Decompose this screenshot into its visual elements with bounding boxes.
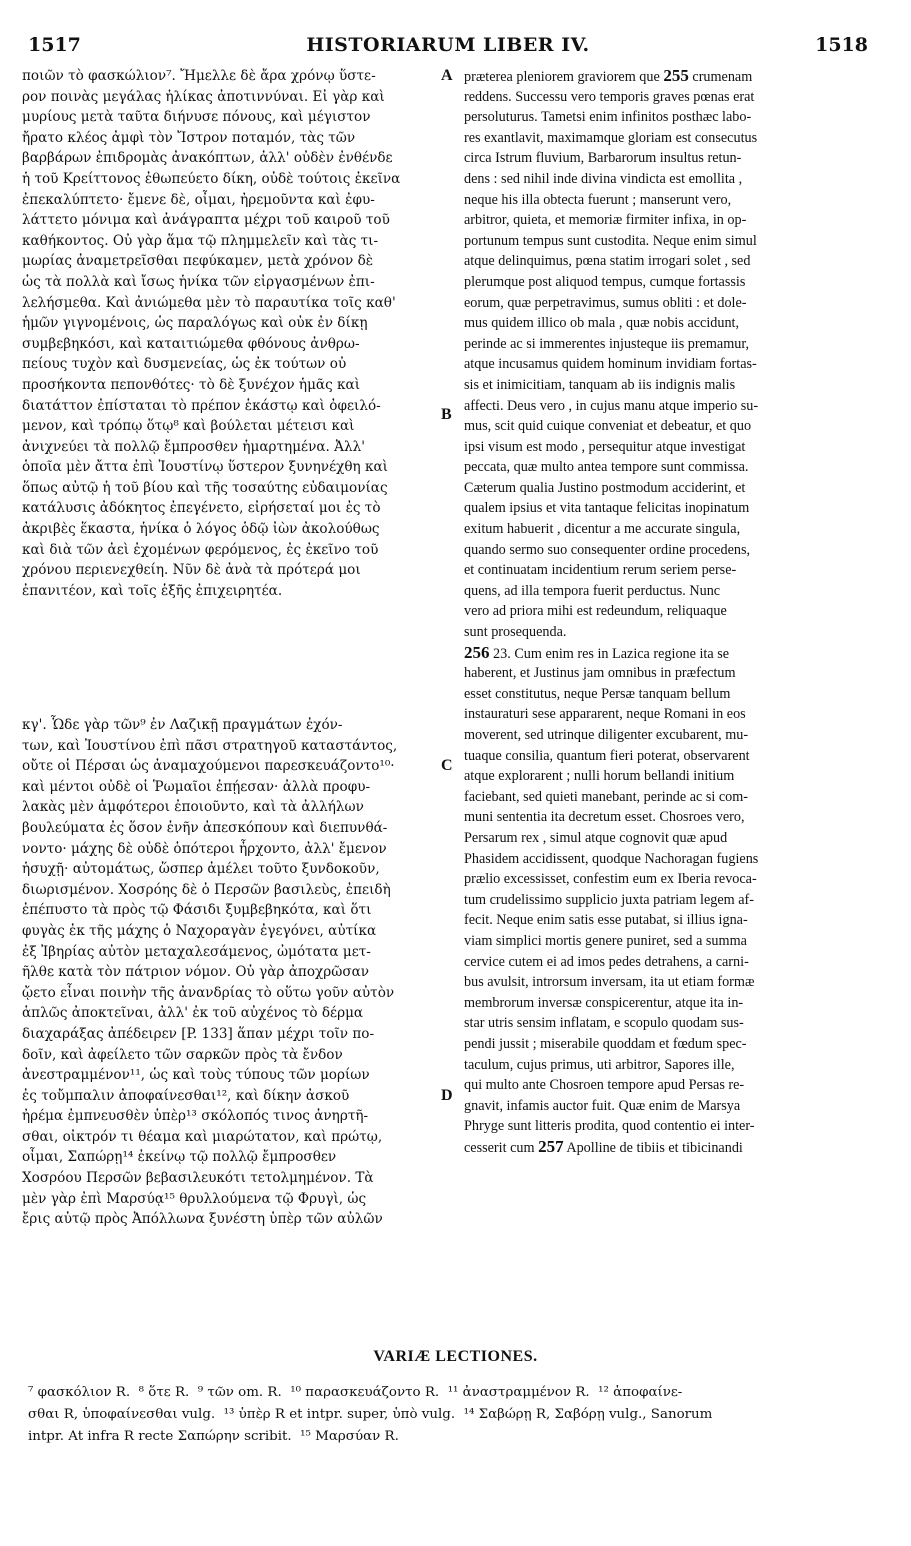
line-text: Persarum rex , simul atque cognovit quæ apud <box>464 829 728 846</box>
text-line <box>464 643 879 664</box>
text-line: intpr. At infra R recte Σαπώρην scribit. ¹⁵ Μαρσύαν R. <box>28 1429 399 1444</box>
line-text: affecti. Deus vero , in cujus manu atque imperio su- <box>464 397 759 414</box>
text-line <box>464 972 879 993</box>
line-text: qualem ipsius et vita tantaque felicitas inopinatum <box>464 500 750 517</box>
text-line: ὁποῖα μὲν ἄττα ἐπὶ Ἰουστίνῳ ὕστερον ξυνηνέχθη καὶ <box>22 459 389 476</box>
line-text: moverent, sed utrinque diligenter excubarent, mu- <box>464 727 749 743</box>
text-line <box>464 375 879 396</box>
margin-letter-c: C <box>441 757 453 774</box>
text-line <box>464 498 879 519</box>
line-text: sis et inimicitiam, tanquam ab iis indignis malis <box>464 376 736 393</box>
text-line: ἐς τοὔμπαλιν ἀποφαίνεσθαι¹², καὶ δίκην ἀσκοῦ <box>22 1087 350 1104</box>
line-text: neque his illa obtecta fuerunt ; manserunt vero, <box>464 191 732 208</box>
text-line <box>464 581 879 602</box>
text-line <box>464 1137 879 1158</box>
text-line: καὶ μέντοι οὐδὲ οἱ Ῥωμαῖοι ἐπῄεσαν· ἀλλὰ προφυ- <box>22 778 371 795</box>
text-line <box>464 663 879 684</box>
text-line: λάττετο μόνιμα καὶ ἀνάγραπτα μέχρι τοῦ καιροῦ τοῦ <box>22 212 390 229</box>
line-text: quens, ad illa tempora fuerit perductus. Nunc <box>464 582 721 599</box>
text-line: καὶ διὰ τῶν ἀεὶ ἐχομένων φερόμενος, ἐς ἐκεῖνο τοῦ <box>22 541 379 558</box>
greek-text-block-1 <box>22 66 454 601</box>
line-text: tum crudelissimo supplicio juxta patriam legem af- <box>464 891 754 908</box>
line-text: Cæterum qualia Justino postmodum acciderint, et <box>464 479 746 496</box>
line-text: arbitror, quieta, et memoriæ firmiter infixa, in op- <box>464 212 747 229</box>
edition-page-marker: 255 <box>663 66 689 85</box>
text-line <box>464 725 879 746</box>
text-line <box>464 169 879 190</box>
variae-lectiones-title: VARIÆ LECTIONES. <box>373 1348 538 1365</box>
text-line <box>464 293 879 314</box>
text-line <box>464 1055 879 1076</box>
line-text: reddens. Successu vero temporis graves pœnas erat <box>464 88 755 105</box>
text-line: σθαι R, ὑποφαίνεσθαι vulg. ¹³ ὑπὲρ R et intpr. super, ὑπὸ vulg. ¹⁴ Σαβώρῃ R, Σαβόρῃ vulg., Sanorum <box>28 1407 713 1422</box>
line-text: muni sententia ita decretum esset. Chosroes vero, <box>464 809 745 826</box>
line-text: atque delinquimus, pœna statim irrogari solet , sed <box>464 253 751 270</box>
text-line: οἶμαι, Σαπώρῃ¹⁴ ἐκείνῳ τῷ πολλῷ ἔμπροσθεν <box>22 1149 337 1166</box>
text-line: φυγὰς ἐκ τῆς μάχης ὁ Ναχοραγὰν ἐγεγόνει, αὐτίκα <box>22 922 377 939</box>
line-text: plerumque post aliquod tempus, cumque fortassis <box>464 273 746 290</box>
text-line <box>464 787 879 808</box>
text-line <box>464 601 879 622</box>
text-line: ᾤετο εἶναι ποινὴν τῆς ἀνανδρίας τὸ οὕτω γοῦν αὐτὸν <box>22 984 395 1001</box>
text-line: κγ'. Ὧδε γὰρ τῶν⁹ ἐν Λαζικῇ πραγμάτων ἐχόν- <box>22 717 343 733</box>
margin-letter-b: B <box>441 406 452 423</box>
text-line <box>464 993 879 1014</box>
line-text: res exantlavit, maximamque gloriam est consecutus <box>464 129 758 146</box>
text-line: ἐξ Ἰβηρίας αὐτὸν μεταχαλεσάμενος, ὠμότατα μετ- <box>22 943 371 960</box>
text-line: προσήκοντα πεπονθότες· τὸ δὲ ξυνέχον ἡμᾶς καὶ <box>22 376 361 393</box>
text-line: διατάττον ἐπίσταται τὸ πρέπον ἑκάστῳ καὶ ὀφειλό- <box>22 397 381 414</box>
line-text: atque incusamus quidem hominum invidiam fortas- <box>464 356 757 373</box>
text-line: ἡ τοῦ Κρείττονος ἐθωπεύετο δίκη, οὐδὲ τούτοις ἐκεῖνα <box>22 170 401 187</box>
text-line: σθαι, οἰκτρόν τι θέαμα καὶ μιαρώτατον, καὶ πρώτῳ, <box>22 1128 383 1145</box>
text-line: μὲν γὰρ ἐπὶ Μαρσύᾳ¹⁵ θρυλλούμενα τῷ Φρυγὶ, ὡς <box>22 1190 367 1207</box>
text-line <box>464 272 879 293</box>
line-text: 23. Cum enim res in Lazica regione ita se <box>489 645 730 662</box>
edition-page-marker: 256 <box>464 642 490 662</box>
margin-letter-a: A <box>441 67 453 84</box>
text-line: βαρβάρων ἐπιδρομὰς ἀνακόπτων, ἀλλ' οὐδὲν ἐνθένδε <box>22 150 393 167</box>
line-text: esset constitutus, neque Persæ tanquam bellum <box>464 685 731 702</box>
line-text: persoluturus. Tametsi enim infinitos posthæc labo- <box>464 109 752 126</box>
text-line: μωρίας ἀναμετρεῖσθαι πεφύκαμεν, μετὰ χρόνον δὲ <box>22 253 374 270</box>
line-text: prælio excessisset, confestim eum ex Iberia revoca- <box>464 871 757 888</box>
line-text: membrorum inversæ conspicerentur, atque ita in- <box>464 994 744 1011</box>
text-line: λακὰς μὲν ἀμφότεροι ἐποιοῦντο, καὶ τὰ ἀλλήλων <box>22 799 364 816</box>
text-line <box>464 334 879 355</box>
page-header <box>28 34 868 62</box>
text-line <box>464 210 879 231</box>
line-text: gnavit, infamis auctor fuit. Quæ enim de Marsya <box>464 1097 741 1114</box>
line-text: taculum, cujus primus, uti arbitror, Sapores ille, <box>464 1056 735 1073</box>
line-text: instauraturi sese appararent, neque Romani in eos <box>464 706 746 723</box>
line-text: quando sermo suo consequenter ordine procedens, <box>464 541 751 558</box>
text-line <box>464 540 879 561</box>
text-line: καθήκοντος. Οὐ γὰρ ἅμα τῷ πλημμελεῖν καὶ τὰς τι- <box>22 232 379 249</box>
text-line: διωρισμένον. Χοσρόης δὲ ὁ Περσῶν βασιλεὺς, ἐπειδὴ <box>22 881 391 898</box>
line-text: Phryge sunt litteris prodita, quod contentio ei inter- <box>464 1118 755 1135</box>
text-line: Χοσρόου Περσῶν βεβασιλευκότι τετολμημένον. Τὰ <box>22 1170 374 1187</box>
line-text: faciebant, sed quieti manebant, perinde ac si com- <box>464 788 749 805</box>
line-text: cervice cutem ei ad imos pedes detrahens, a carni- <box>464 953 749 970</box>
text-line <box>464 684 879 705</box>
line-text: sunt prosequenda. <box>464 624 567 641</box>
text-line <box>464 396 879 417</box>
line-text: atque explorarent ; nulli horum bellandi initium <box>464 768 735 785</box>
line-text: mus quidem illico ob mala , quæ nobis accidunt, <box>464 315 740 332</box>
latin-translation-column <box>464 66 879 1157</box>
text-line: διαχαράξας ἀπέδειρεν [P. 133] ἅπαν μέχρι τοῖν πο- <box>22 1025 375 1042</box>
text-line <box>464 437 879 458</box>
line-text: bus avulsit, introrsum inversam, ita ut etiam formæ <box>464 974 755 991</box>
text-line <box>464 354 879 375</box>
text-line: ὅπως αὐτῷ ἡ τοῦ βίου καὶ τῆς τοσαύτης εὐδαιμονίας <box>22 479 388 496</box>
text-line <box>464 766 879 787</box>
line-text: cesserit cum <box>464 1139 539 1156</box>
text-line <box>464 148 879 169</box>
text-line: ῆλθε κατὰ τὸν πάτριον νόμον. Οὐ γὰρ ἀποχρῶσαν <box>22 964 370 981</box>
line-text: ipsi visum est modo , persequitur atque investigat <box>464 438 746 455</box>
text-line: ποιῶν τὸ φασκώλιον⁷. Ἤμελλε δὲ ἄρα χρόνῳ ὕστε- <box>22 68 376 84</box>
text-line <box>464 1034 879 1055</box>
text-line: συμβεβηκόσι, καὶ καταιτιώμεθα φθόνους ἀνθρω- <box>22 335 360 352</box>
text-line <box>464 1075 879 1096</box>
line-text: star utris sensim inflatam, e scopulo quodam sus- <box>464 1015 744 1032</box>
text-line <box>464 1013 879 1034</box>
text-line: ἡμῶν γιγνομένοις, ὡς παραλόγως καὶ οὐκ ἐν δίκῃ <box>22 315 368 332</box>
text-line <box>464 190 879 211</box>
text-line: ⁷ φασκόλιον R. ⁸ ὅτε R. ⁹ τῶν om. R. ¹⁰ παρασκευάζοντο R. ¹¹ ἀναστραμμένον R. ¹² ἀποφαίνε- <box>28 1385 683 1400</box>
text-line <box>464 478 879 499</box>
text-line: ὡς τὰ πολλὰ καὶ ἴσως ἡνίκα τῶν εἰργασμένων ἐπι- <box>22 273 375 290</box>
line-text: peccata, quæ multo antea tempore sunt commissa. <box>464 459 749 476</box>
text-line <box>464 622 879 643</box>
line-text: qui multo ante Chosroen tempore apud Persas re- <box>464 1077 745 1094</box>
text-line <box>464 931 879 952</box>
text-line <box>464 313 879 334</box>
text-line <box>464 231 879 252</box>
text-line <box>464 560 879 581</box>
text-line: δοῖν, καὶ ἀφείλετο τῶν σαρκῶν πρὸς τὰ ἔνδον <box>22 1046 343 1063</box>
right-page-number: 1518 <box>815 34 868 56</box>
text-line: ἀκριβὲς ἕκαστα, ἡνίκα ὁ λόγος ὁδῷ ἰὼν ἀκολούθως <box>22 521 380 538</box>
text-line <box>464 66 879 87</box>
line-text: Apolline de tibiis et tibicinandi <box>563 1139 743 1156</box>
text-line <box>464 746 879 767</box>
text-line: ἀνιχνεύει τὰ πολλῷ ἔμπροσθεν ἡμαρτημένα. Ἀλλ' <box>22 438 365 455</box>
text-line: ρον ποινὰς μεγάλας ἡλίκας ἀποτιννύναι. Εἰ γὰρ καὶ <box>22 88 385 105</box>
text-line: ἐπανιτέον, καὶ τοῖς ἑξῆς ἐπιχειρητέα. <box>22 582 283 599</box>
edition-page-marker: 257 <box>538 1136 564 1156</box>
text-line <box>464 107 879 128</box>
text-line: χρόνου περιενεχθείη. Νῦν δὲ ἀνὰ τὰ πρότερά μοι <box>22 562 361 579</box>
text-line: οὔτε οἱ Πέρσαι ὡς ἀναμαχούμενοι παρεσκευάζοντο¹⁰· <box>22 758 395 775</box>
text-line: μενον, καὶ τρόπῳ ὅτῳ⁸ καὶ βούλεται μέτεισι καὶ <box>22 418 355 435</box>
text-line <box>464 519 879 540</box>
text-line <box>464 849 879 870</box>
text-line <box>464 704 879 725</box>
text-line: ἔρις αὐτῷ πρὸς Ἀπόλλωνα ξυνέστη ὑπὲρ τῶν αὐλῶν <box>22 1211 383 1228</box>
text-line <box>464 807 879 828</box>
text-line: των, καὶ Ἰουστίνου ἐπὶ πᾶσι στρατηγοῦ καταστάντος, <box>22 737 398 754</box>
text-line: μυρίους μετὰ ταῦτα διήνυσε πόνους, καὶ μέγιστον <box>22 109 371 126</box>
line-text: fecit. Neque enim satis esse putabat, si illius igna- <box>464 912 748 929</box>
text-line: ἐπέπυστο τὰ πρὸς τῷ Φάσιδι ξυμβεβηκότα, καὶ ὅτι <box>22 902 372 919</box>
text-line: ἐπεκαλύπτετο· ἔμενε δὲ, οἶμαι, ἠρεμοῦντα καὶ ἐφυ- <box>22 191 375 208</box>
line-text: exitum habuerit , dicentur a me accurate singula, <box>464 521 741 538</box>
left-page-number: 1517 <box>28 34 81 56</box>
text-line <box>464 87 879 108</box>
line-text: circa Istrum fluvium, Barbarorum insultus retun- <box>464 150 742 167</box>
text-line: ἁπλῶς ἀποκτεῖναι, ἀλλ' ἐκ τοῦ αὐχένος τὸ δέρμα <box>22 1005 364 1022</box>
line-text: eorum, quæ perpetravimus, sumus obliti : et dole- <box>464 294 747 311</box>
variae-lectiones-notes <box>28 1382 878 1448</box>
greek-text-block-2 <box>22 715 454 1230</box>
line-text: dens : sed nihil inde divina vindicta est emollita , <box>464 170 743 187</box>
text-line <box>464 910 879 931</box>
line-text: mus, scit quid cuique conveniat et debeatur, et quo <box>464 418 752 435</box>
line-text: pendi jussit ; miserabile quoddam et fœdum spec- <box>464 1035 747 1052</box>
line-text: tuaque consilia, quantum fieri poterat, observarent <box>464 747 750 764</box>
text-line <box>464 890 879 911</box>
text-line <box>464 952 879 973</box>
line-text: et continuatam incidentium rerum seriem perse- <box>464 562 737 579</box>
line-text: portunum tempus sunt custodita. Neque enim simul <box>464 232 757 249</box>
text-line <box>464 828 879 849</box>
text-line <box>464 869 879 890</box>
text-line <box>464 1096 879 1117</box>
running-title: HISTORIARUM LIBER IV. <box>306 34 590 56</box>
margin-letter-d: D <box>441 1087 453 1104</box>
text-line: ἡσυχῇ· αὐτομάτως, ὥσπερ ἀμέλει τοῦτο ξυνδοκοῦν, <box>22 861 380 878</box>
text-line: ἀνεστραμμένον¹¹, ὡς καὶ τοὺς τύπους τῶν μορίων <box>22 1067 370 1084</box>
text-line <box>464 457 879 478</box>
text-line: ἠρέμα ἐμπνευσθὲν ὑπὲρ¹³ σκόλοπός τινος ἀνηρτῆ- <box>22 1108 369 1125</box>
text-line: νοντο· μάχης δὲ οὐδὲ ὁπότεροι ἦρχοντο, ἀλλ' ἔμενον <box>22 840 387 857</box>
line-text: præterea pleniorem graviorem que <box>464 69 664 85</box>
text-line: κατάλυσις ἀδόκητος ἐπεγένετο, εἰρήσεταί μοι ἐς τὸ <box>22 500 381 517</box>
text-line: ἤρατο κλέος ἀμφὶ τὸν Ἴστρον ποταμόν, τὰς τῶν <box>22 129 356 146</box>
line-text: crumenam <box>688 69 753 85</box>
text-line <box>464 128 879 149</box>
line-text: haberent, et Justinus jam omnibus in præfectum <box>464 665 736 682</box>
text-line: βουλεύματα ἐς ὅσον ἐνῆν ἀπεσκόπουν καὶ διεπυνθά- <box>22 819 388 836</box>
text-line: πείους τυχὸν καὶ δυσμενείας, ὡς ἐκ τούτων οὐ <box>22 356 347 373</box>
text-line: λελήσμεθα. Καὶ ἀνιώμεθα μὲν τὸ παραυτίκα τοῖς καθ' <box>22 294 396 311</box>
line-text: viam simplici mortis genere puniret, sed a summa <box>464 932 747 949</box>
line-text: perinde ac si immerentes injusteque iis premamur, <box>464 335 750 352</box>
text-line <box>464 416 879 437</box>
text-line <box>464 1116 879 1137</box>
line-text: vero ad priora mihi est redeundum, reliquaque <box>464 603 727 620</box>
line-text: Phasidem accidissent, quodque Nachoragan fugiens <box>464 850 759 867</box>
text-line <box>464 251 879 272</box>
